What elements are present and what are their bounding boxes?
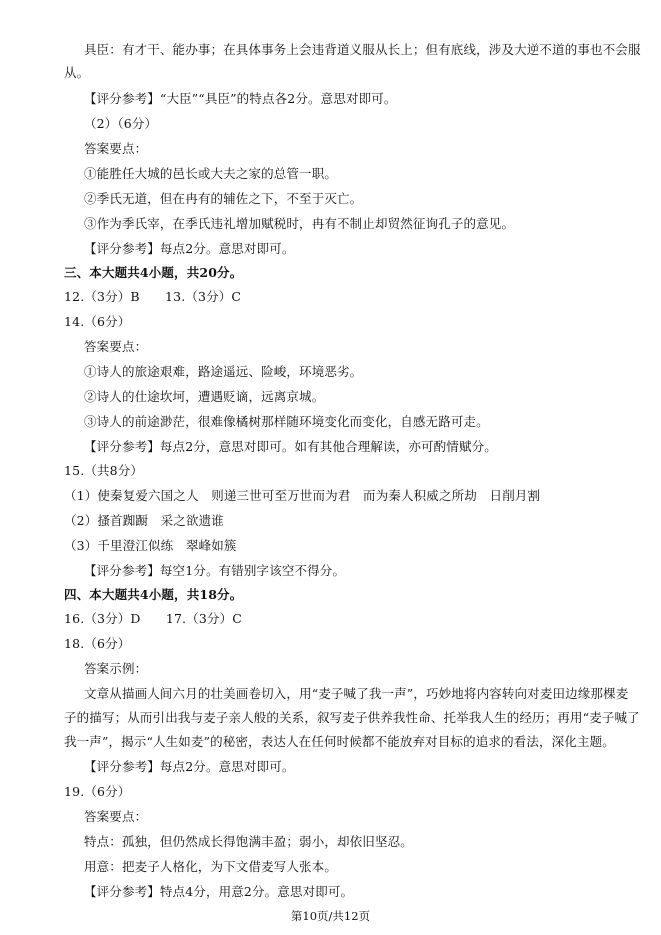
answer-label: 答案示例：: [84, 661, 148, 676]
scoring-reference: 【评分参考】每点2分。意思对即可。: [84, 241, 295, 256]
answer-text-line: 子的描写；从而引出我与麦子亲人般的关系，叙写麦子供养我性命、托举我人生的经历；再用“麦子喊了: [64, 710, 640, 725]
answer-point: ②诗人的仕途坎坷，遭遇贬谪，远离京城。: [84, 389, 325, 404]
answer-point: ②季氏无道，但在冉有的辅佐之下，不至于灭亡。: [84, 191, 363, 206]
answer-text-line: 我一声”，揭示“人生如麦”的秘密，表达人在任何时候都不能放弃对目标的追求的看法，深化主题。: [64, 734, 615, 749]
section-heading: 四、本大题共4小题，共18分。: [64, 587, 243, 602]
answer-text-line: 从。: [64, 65, 90, 80]
fill-blank-answer: （3）千里澄江似练 翠峰如簇: [64, 538, 237, 553]
scoring-reference: 【评分参考】“大臣”“具臣”的特点各2分。意思对即可。: [84, 91, 397, 106]
question-number: 14.（6分）: [64, 314, 131, 329]
answer-label: 答案要点：: [84, 809, 148, 824]
answer-text-line: 具臣：有才干、能办事；在具体事务上会违背道义服从长上；但有底线，涉及大逆不道的事也不会服: [84, 42, 641, 57]
choice-answers: 16.（3分）D 17.（3分）C: [64, 611, 242, 626]
question-number: （2）（6分）: [84, 116, 158, 131]
choice-answers: 12.（3分）B 13.（3分）C: [64, 289, 242, 304]
answer-text-line: 文章从描画人间六月的壮美画卷切入，用“麦子喊了我一声”，巧妙地将内容转向对麦田边缘那棵麦: [84, 686, 629, 701]
scoring-reference: 【评分参考】每点2分。意思对即可。: [84, 759, 295, 774]
question-number: 18.（6分）: [64, 636, 131, 651]
answer-point: ①诗人的旅途艰难，路途遥远、险峻，环境恶劣。: [84, 364, 363, 379]
scoring-reference: 【评分参考】每点2分，意思对即可。如有其他合理解读，亦可酌情赋分。: [84, 439, 497, 454]
answer-point: 特点：孤独，但仍然成长得饱满丰盈；弱小，却依旧坚忍。: [84, 834, 413, 849]
scoring-reference: 【评分参考】特点4分，用意2分。意思对即可。: [84, 884, 354, 899]
answer-point: 用意：把麦子人格化，为下文借麦写人张本。: [84, 859, 338, 874]
answer-label: 答案要点：: [84, 339, 148, 354]
fill-blank-answer: （2）搔首踟蹰 采之欲遗谁: [64, 513, 224, 528]
answer-point: ③作为季氏宰，在季氏违礼增加赋税时，冉有不制止却贸然征询孔子的意见。: [84, 216, 515, 231]
scoring-reference: 【评分参考】每空1分。有错别字该空不得分。: [84, 563, 346, 578]
answer-point: ③诗人的前途渺茫，很难像橘树那样随环境变化而变化，自感无路可走。: [84, 414, 489, 429]
answer-point: ①能胜任大城的邑长或大夫之家的总管一职。: [84, 166, 338, 181]
answer-label: 答案要点：: [84, 141, 148, 156]
question-number: 19.（6分）: [64, 784, 131, 799]
question-number: 15.（共8分）: [64, 463, 144, 478]
page-number-footer: 第10页/共12页: [290, 909, 371, 923]
fill-blank-answer: （1）使秦复爱六国之人 则递三世可至万世而为君 而为秦人积威之所劫 日削月割: [64, 488, 541, 503]
section-heading: 三、本大题共4小题，共20分。: [64, 265, 243, 280]
